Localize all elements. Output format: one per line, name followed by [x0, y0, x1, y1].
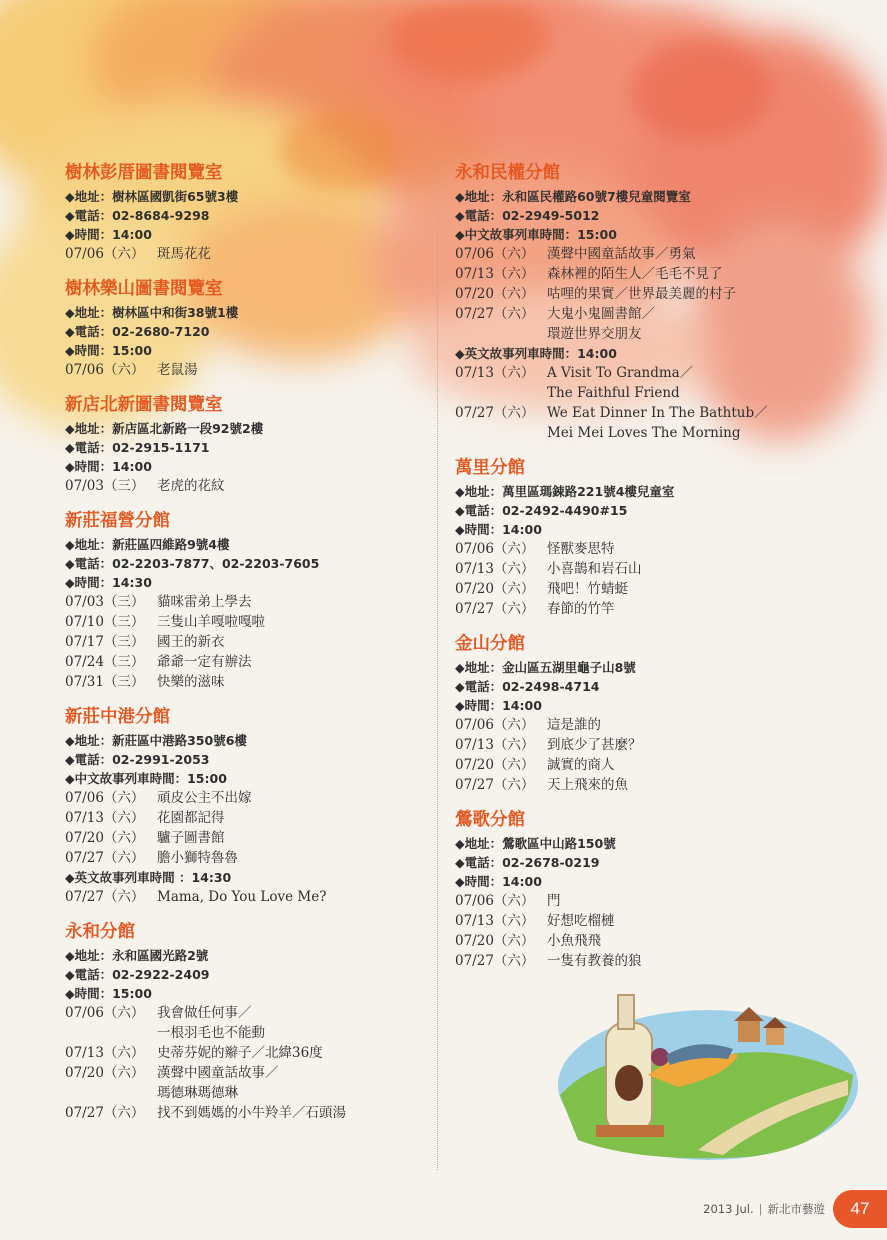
branch-title: 新店北新圖書閱覽室: [65, 395, 223, 415]
event-row: [65, 612, 430, 632]
info-line: ◆電話：02-2922-2409: [65, 967, 210, 982]
branch-title: 新莊福營分館: [65, 511, 170, 531]
event-date: 07/27（六）: [65, 889, 145, 905]
event-title-line: 怪獸麥思特: [547, 541, 615, 557]
event-title: [547, 715, 601, 735]
event-title: [547, 775, 628, 795]
event-title: [547, 264, 723, 284]
info-line: ◆時間：14:00: [455, 874, 542, 889]
event-date: 07/17（三）: [65, 634, 145, 650]
event-title: [157, 828, 225, 848]
event-date: 07/06（六）: [65, 246, 145, 262]
event-title-line: 漢聲中國童話故事／: [157, 1065, 279, 1081]
event-date: 07/13（六）: [455, 561, 535, 577]
event-date: 07/20（六）: [65, 1065, 145, 1081]
info-line: ◆電話：02-2678-0219: [455, 855, 600, 870]
info-line: ◆電話：02-2492-4490#15: [455, 503, 628, 518]
person: [651, 1048, 669, 1066]
event-row: [455, 403, 855, 443]
event-title: [157, 476, 225, 496]
event-title: [157, 1103, 346, 1123]
event-row: [455, 579, 855, 599]
event-date: 07/06（六）: [65, 362, 145, 378]
branch-title: 樹林樂山圖書閱覽室: [65, 279, 223, 299]
event-title-line: 老虎的花紋: [157, 478, 225, 494]
event-row: [65, 476, 430, 496]
event-title-line: 大鬼小鬼圖書館／: [547, 306, 655, 322]
branch-title: 萬里分館: [455, 458, 525, 478]
info-line: ◆電話：02-2498-4714: [455, 679, 600, 694]
event-title-line: 門: [547, 893, 561, 909]
info-line: ◆地址：樹林區國凱街65號3樓: [65, 189, 239, 204]
info-line: ◆中文故事列車時間：15:00: [455, 227, 617, 242]
event-title: [547, 304, 655, 344]
info-line: ◆時間：14:00: [65, 227, 152, 242]
event-title-line: 爺爺一定有辦法: [157, 654, 252, 670]
branch-section: [65, 919, 430, 1123]
event-row: [65, 788, 430, 808]
info-line: ◆英文故事列車時間：14:00: [455, 346, 617, 361]
event-date: 07/20（六）: [65, 830, 145, 846]
event-row: [455, 559, 855, 579]
event-title: [157, 592, 252, 612]
event-row: [455, 304, 855, 344]
event-title-line: 到底少了甚麼？: [547, 737, 642, 753]
event-date: 07/13（六）: [455, 737, 535, 753]
event-title-line: 老鼠湯: [157, 362, 198, 378]
event-title-line: 小魚飛飛: [547, 933, 601, 949]
event-date: 07/06（六）: [455, 541, 535, 557]
event-row: [455, 715, 855, 735]
event-title: [547, 891, 561, 911]
event-date: 07/20（六）: [455, 933, 535, 949]
info-line: ◆地址：永和區國光路2號: [65, 948, 209, 963]
event-title-line: 春節的竹竿: [547, 601, 615, 617]
branch-section: [455, 807, 855, 971]
event-title: [547, 599, 615, 619]
event-title-line: 飛吧！竹蜻蜓: [547, 581, 628, 597]
branch-section: [65, 392, 430, 496]
event-row: [65, 887, 430, 907]
info-line: ◆英文故事列車時間 ：14:30: [65, 870, 232, 885]
event-title-line: 漢聲中國童話故事／勇氣: [547, 246, 696, 262]
event-title-line: Mama, Do You Love Me?: [157, 889, 327, 905]
event-title-line: 誠實的商人: [547, 757, 615, 773]
info-line: ◆地址：萬里區瑪鋉路221號4樓兒童室: [455, 484, 675, 499]
event-row: [455, 911, 855, 931]
info-line: ◆地址：金山區五湖里龜子山8號: [455, 660, 636, 675]
info-line: ◆地址：樹林區中和街38號1樓: [65, 305, 239, 320]
event-title-line: 天上飛來的魚: [547, 777, 628, 793]
event-date: 07/13（六）: [455, 913, 535, 929]
event-date: 07/06（六）: [65, 790, 145, 806]
event-title: [157, 788, 252, 808]
event-row: [65, 652, 430, 672]
right-column: [455, 160, 855, 983]
event-title: [157, 632, 225, 652]
info-line: ◆時間：14:00: [65, 459, 152, 474]
oven-door: [615, 1065, 643, 1101]
event-title-line: 我會做任何事／: [157, 1005, 252, 1021]
info-line: ◆地址：新莊區四維路9號4樓: [65, 537, 230, 552]
event-title: [547, 931, 601, 951]
info-line: ◆地址：新店區北新路一段92號2樓: [65, 421, 264, 436]
event-date: 07/03（三）: [65, 478, 145, 494]
event-row: [65, 828, 430, 848]
footer-issue-text: [703, 1201, 825, 1217]
event-title: [157, 360, 198, 380]
event-title-line: 森林裡的陌生人／毛毛不見了: [547, 266, 723, 282]
event-row: [455, 599, 855, 619]
event-row: [455, 735, 855, 755]
event-date: 07/24（三）: [65, 654, 145, 670]
event-title-line: 一根羽毛也不能動: [157, 1025, 265, 1041]
branch-title: 永和分館: [65, 922, 135, 942]
house: [766, 1027, 784, 1045]
event-title: [157, 244, 211, 264]
event-title: [547, 363, 693, 403]
event-title: [547, 755, 615, 775]
chimney: [618, 995, 634, 1029]
left-column: [65, 160, 430, 1135]
event-row: [455, 539, 855, 559]
event-date: 07/13（六）: [455, 365, 535, 381]
event-row: [455, 931, 855, 951]
event-date: 07/10（三）: [65, 614, 145, 630]
event-row: [65, 1043, 430, 1063]
branch-title: 永和民權分館: [455, 163, 560, 183]
event-date: 07/27（六）: [65, 1105, 145, 1121]
event-row: [455, 264, 855, 284]
event-row: [65, 848, 430, 868]
event-date: 07/31（三）: [65, 674, 145, 690]
event-title-line: 瑪德琳瑪德琳: [157, 1085, 238, 1101]
event-title: [547, 284, 736, 304]
event-date: 07/06（六）: [455, 893, 535, 909]
event-row: [65, 808, 430, 828]
event-row: [455, 244, 855, 264]
page-number: 47: [833, 1190, 887, 1228]
page-footer: [703, 1188, 887, 1230]
event-title-line: 一隻有教養的狼: [547, 953, 642, 969]
event-row: [455, 363, 855, 403]
event-title-line: We Eat Dinner In The Bathtub／: [547, 405, 768, 421]
branch-section: [455, 455, 855, 619]
info-line: ◆地址：鶯歌區中山路150號: [455, 836, 616, 851]
info-line: ◆時間：14:30: [65, 575, 152, 590]
event-row: [455, 951, 855, 971]
event-title-line: 史蒂芬妮的辮子／北緯36度: [157, 1045, 323, 1061]
event-date: 07/27（六）: [455, 601, 535, 617]
event-row: [65, 632, 430, 652]
info-line: ◆時間：15:00: [65, 343, 152, 358]
event-date: 07/27（六）: [455, 306, 535, 322]
event-title: [157, 808, 225, 828]
event-title-line: 這是誰的: [547, 717, 601, 733]
info-line: ◆電話：02-2680-7120: [65, 324, 210, 339]
event-title-line: 貓咪雷弟上學去: [157, 594, 252, 610]
event-date: 07/03（三）: [65, 594, 145, 610]
event-title: [157, 672, 225, 692]
event-title: [547, 403, 768, 443]
illustration-bread-oven-scene: [548, 975, 858, 1165]
event-title-line: 小喜鵲和岩石山: [547, 561, 642, 577]
event-date: 07/06（六）: [455, 717, 535, 733]
event-title: [157, 612, 265, 632]
branch-title: 樹林彭厝圖書閱覽室: [65, 163, 223, 183]
branch-section: [65, 704, 430, 907]
event-row: [65, 360, 430, 380]
branch-section: [455, 160, 855, 443]
footer-separator: |: [758, 1202, 763, 1216]
event-title: [547, 579, 628, 599]
event-row: [65, 672, 430, 692]
event-title: [547, 911, 615, 931]
event-title: [157, 652, 252, 672]
event-date: 07/20（六）: [455, 581, 535, 597]
info-line: ◆電話：02-2915-1171: [65, 440, 210, 455]
branch-section: [455, 631, 855, 795]
oven-base: [596, 1125, 664, 1137]
event-title-line: 頑皮公主不出嫁: [157, 790, 252, 806]
event-title: [157, 848, 238, 868]
event-title: [547, 735, 642, 755]
event-title-line: 快樂的滋味: [157, 674, 225, 690]
event-date: 07/20（六）: [455, 286, 535, 302]
event-row: [455, 284, 855, 304]
event-title-line: 斑馬花花: [157, 246, 211, 262]
event-title-line: A Visit To Grandma／: [547, 365, 694, 381]
event-row: [65, 1063, 430, 1103]
column-divider: [437, 160, 438, 1170]
info-line: ◆時間：15:00: [65, 986, 152, 1001]
event-row: [455, 755, 855, 775]
info-line: ◆電話：02-8684-9298: [65, 208, 210, 223]
event-date: 07/27（六）: [455, 777, 535, 793]
event-title: [157, 887, 326, 907]
branch-section: [65, 160, 430, 264]
event-title-line: Mei Mei Loves The Morning: [547, 425, 741, 441]
footer-magazine: 新北市藝遊: [767, 1202, 825, 1216]
info-line: ◆時間：14:00: [455, 522, 542, 537]
info-line: ◆中文故事列車時間：15:00: [65, 771, 227, 786]
branch-section: [65, 508, 430, 692]
event-row: [65, 592, 430, 612]
branch-title: 鶯歌分館: [455, 810, 525, 830]
info-line: ◆時間：14:00: [455, 698, 542, 713]
info-line: ◆地址：永和區民權路60號7樓兒童閱覽室: [455, 189, 691, 204]
info-line: ◆地址：新莊區中港路350號6樓: [65, 733, 247, 748]
event-title-line: 國王的新衣: [157, 634, 225, 650]
event-date: 07/27（六）: [455, 405, 535, 421]
info-line: ◆電話：02-2203-7877、02-2203-7605: [65, 556, 320, 571]
event-date: 07/13（六）: [65, 1045, 145, 1061]
event-title-line: 膽小獅特魯魯: [157, 850, 238, 866]
event-date: 07/13（六）: [65, 810, 145, 826]
event-title: [547, 559, 642, 579]
info-line: ◆電話：02-2991-2053: [65, 752, 210, 767]
event-date: 07/06（六）: [65, 1005, 145, 1021]
event-title-line: 花園都記得: [157, 810, 225, 826]
info-line: ◆電話：02-2949-5012: [455, 208, 600, 223]
event-row: [65, 244, 430, 264]
branch-title: 金山分館: [455, 634, 525, 654]
event-title-line: 咕哩的果實／世界最美麗的村子: [547, 286, 736, 302]
event-date: 07/06（六）: [455, 246, 535, 262]
house: [738, 1020, 760, 1042]
branch-title: 新莊中港分館: [65, 707, 170, 727]
event-title: [547, 539, 615, 559]
event-title: [547, 244, 696, 264]
event-date: 07/27（六）: [65, 850, 145, 866]
event-row: [455, 775, 855, 795]
event-title: [157, 1063, 279, 1103]
event-title-line: 環遊世界交朋友: [547, 326, 642, 342]
event-row: [65, 1103, 430, 1123]
branch-section: [65, 276, 430, 380]
event-title-line: 找不到媽媽的小牛羚羊／石頭湯: [157, 1105, 346, 1121]
event-title: [547, 951, 642, 971]
event-row: [65, 1003, 430, 1043]
event-title-line: 驢子圖書館: [157, 830, 225, 846]
event-date: 07/27（六）: [455, 953, 535, 969]
event-title-line: The Faithful Friend: [547, 385, 680, 401]
event-date: 07/13（六）: [455, 266, 535, 282]
event-row: [455, 891, 855, 911]
footer-issue: 2013 Jul.: [703, 1202, 754, 1216]
event-title: [157, 1003, 265, 1043]
event-title-line: 三隻山羊嘎啦嘎啦: [157, 614, 265, 630]
event-title: [157, 1043, 323, 1063]
event-date: 07/20（六）: [455, 757, 535, 773]
event-title-line: 好想吃榴槤: [547, 913, 615, 929]
